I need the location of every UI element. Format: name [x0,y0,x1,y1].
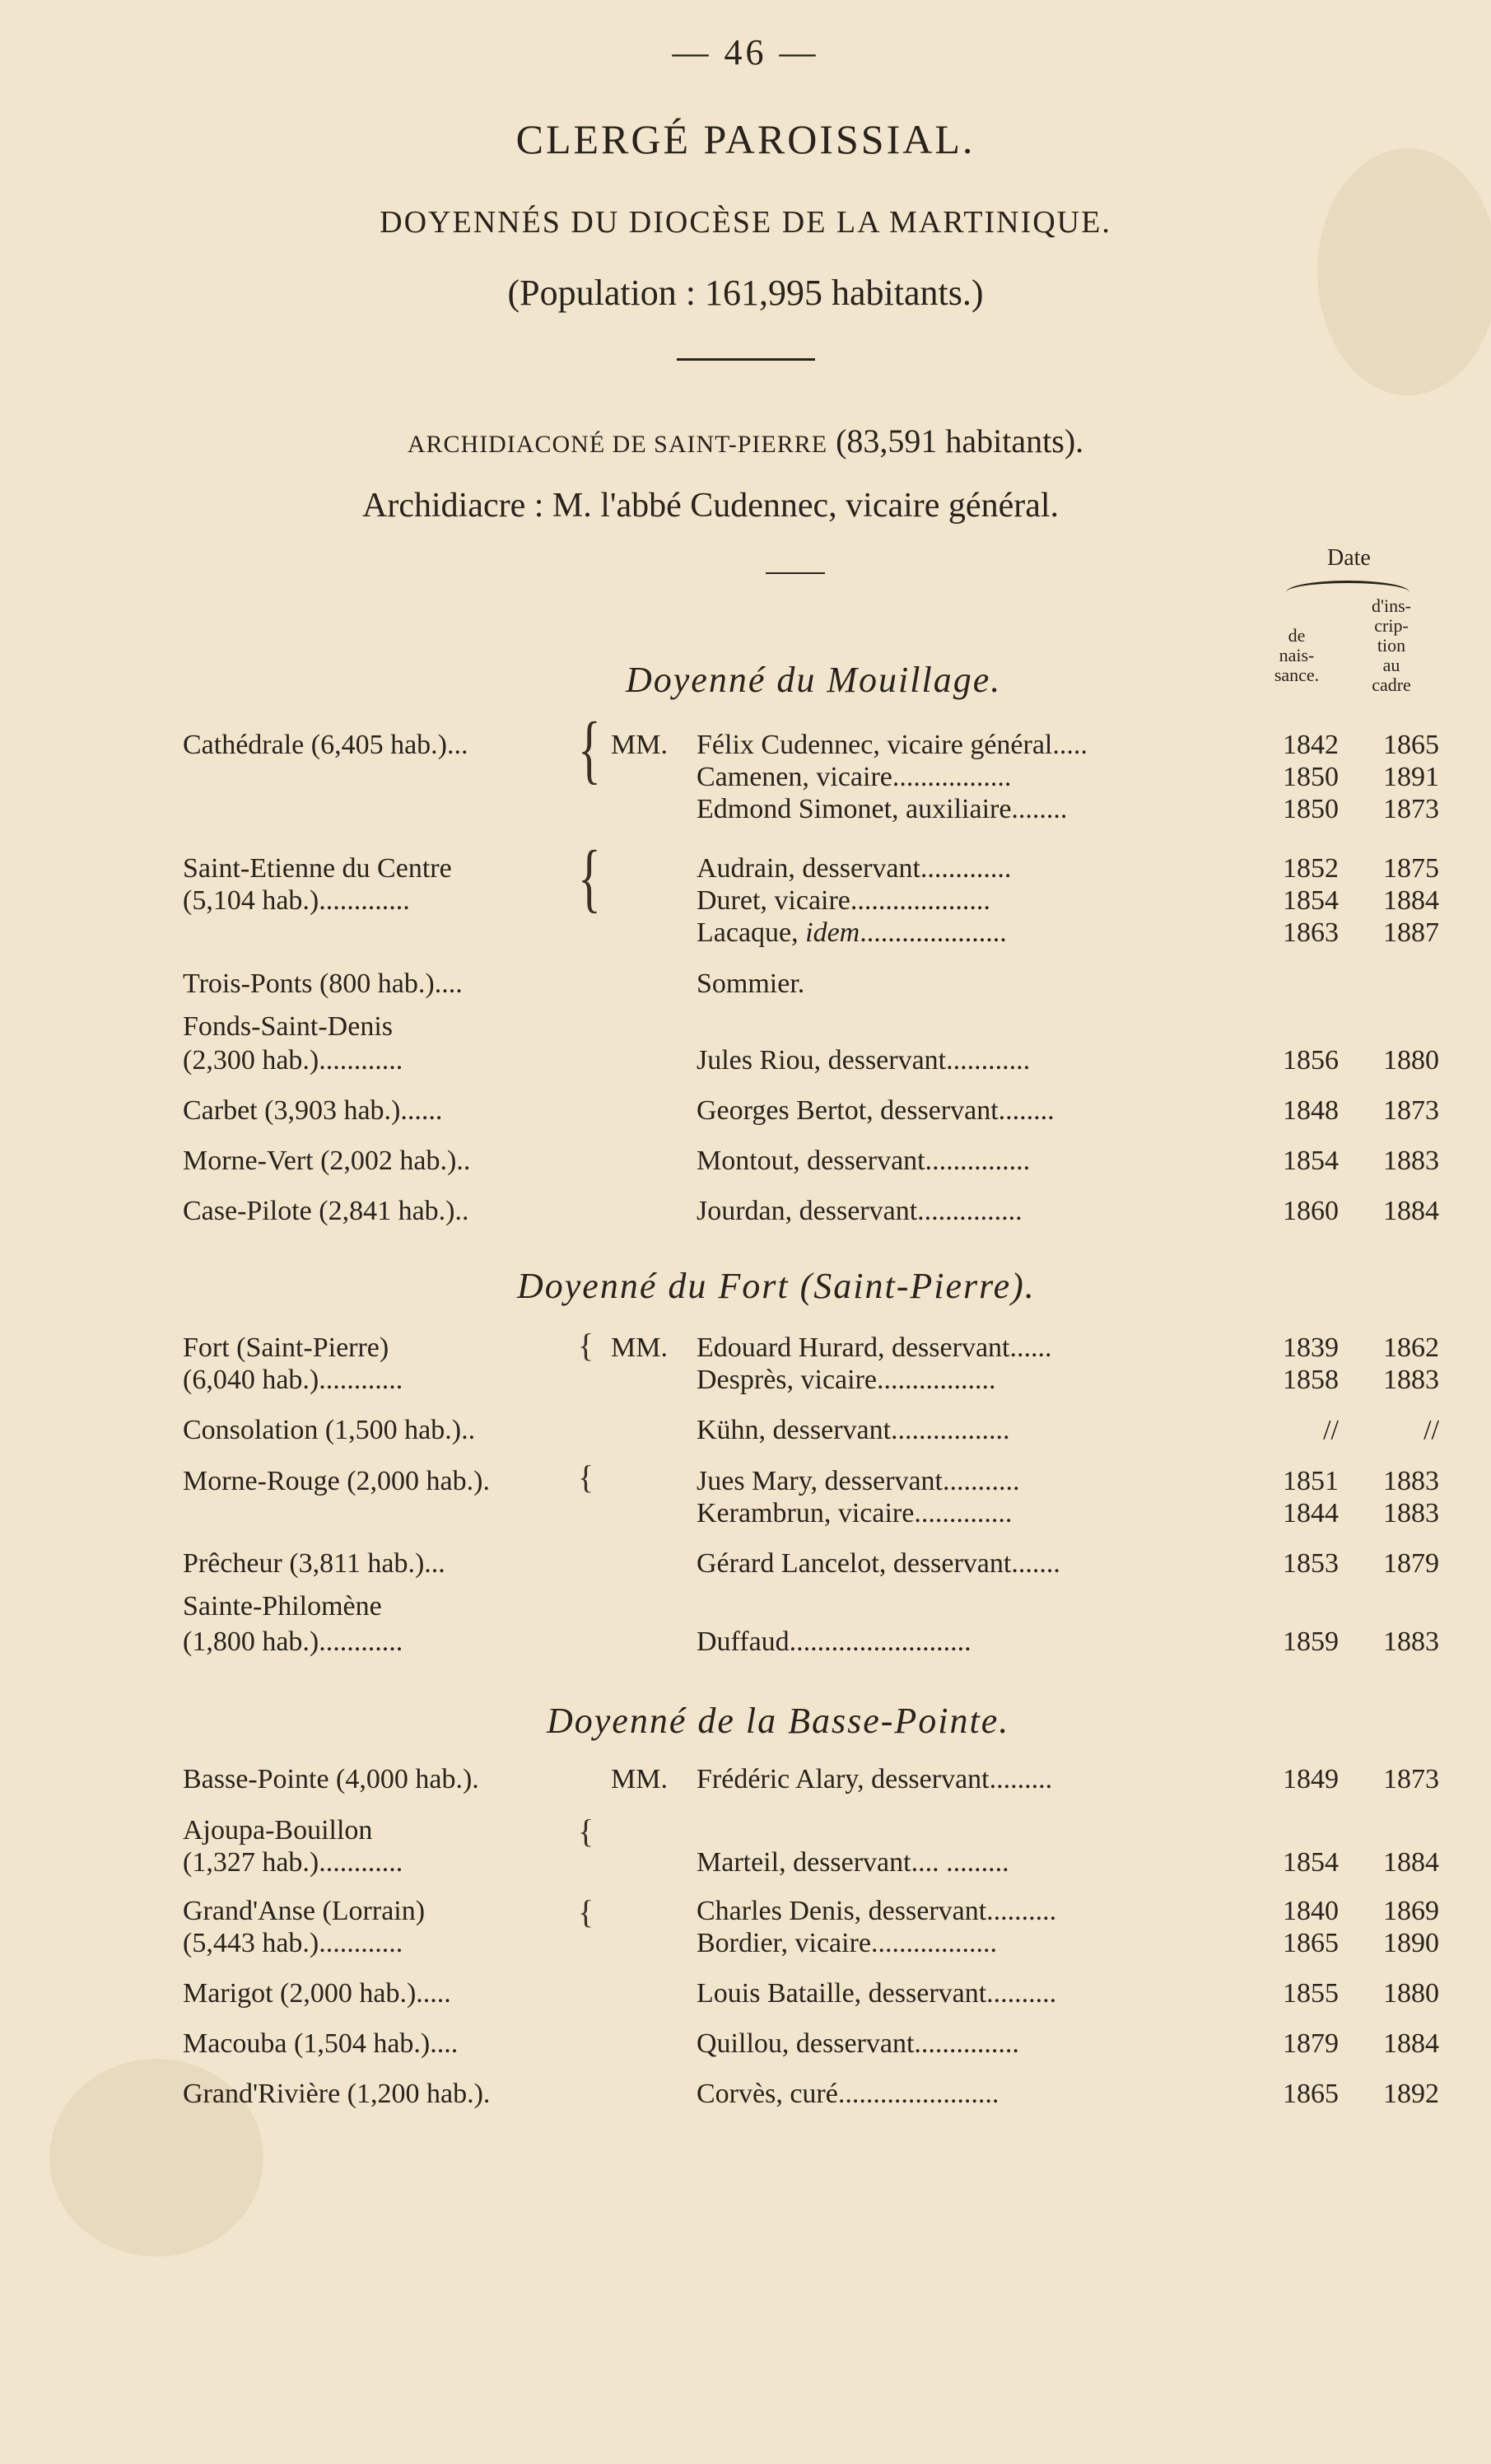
archdeaconry-label: ARCHIDIACONÉ DE SAINT-PIERRE [407,431,828,458]
cadre-year-cell: 1884 [1383,1196,1439,1226]
honorific-cell: MM. [611,730,668,760]
cadre-year-cell: 1884 [1383,1847,1439,1878]
birth-year-cell: 1852 [1283,853,1339,884]
birth-year-cell: 1851 [1283,1466,1339,1496]
clergy-name-cell: Kühn, desservant................. [697,1415,1010,1445]
clergy-name-cell: Edouard Hurard, desservant...... [697,1332,1052,1363]
parish-cell: Consolation (1,500 hab.).. [183,1415,476,1445]
cadre-year-cell: 1892 [1383,2079,1439,2109]
birth-year-cell: 1856 [1283,1045,1339,1076]
header-word: cadre [1372,674,1411,695]
deanery-title: Doyenné du Fort (Saint-Pierre). [517,1266,1036,1306]
header-word: d'ins- [1372,595,1411,616]
cadre-year-cell: 1865 [1383,730,1439,760]
cadre-year-cell: 1862 [1383,1332,1439,1363]
parish-cell: Cathédrale (6,405 hab.)... [183,730,468,760]
header-word: au [1382,655,1400,675]
parish-cell: Saint-Etienne du Centre [183,853,452,884]
cadre-year-cell: 1883 [1383,1365,1439,1395]
population-line: (Population : 161,995 habitants.) [507,273,984,313]
parish-cell: (5,104 hab.)............. [183,885,410,916]
clergy-name-cell: Frédéric Alary, desservant......... [697,1764,1053,1794]
cadre-year-cell: 1887 [1383,917,1439,948]
deanery-title: Doyenné de la Basse-Pointe. [547,1701,1010,1741]
parish-cell: Trois-Ponts (800 hab.).... [183,968,463,999]
header-word: sance. [1274,665,1320,685]
clergy-name-cell: Félix Cudennec, vicaire général..... [697,730,1088,760]
cadre-year-cell: 1884 [1383,885,1439,916]
deanery-title: Doyenné du Mouillage. [626,660,1002,700]
honorific-cell: MM. [611,1764,668,1794]
clergy-name-cell: Louis Bataille, desservant.......... [697,1978,1057,2009]
honorific-cell: MM. [611,1332,668,1363]
column-header-brace [1286,581,1409,595]
clergy-name-cell: Georges Bertot, desservant........ [697,1095,1055,1126]
clergy-name-cell: Jules Riou, desservant............ [697,1045,1031,1076]
clergy-name-cell: Camenen, vicaire................. [697,762,1012,792]
parish-cell: Fort (Saint-Pierre) [183,1332,389,1363]
parish-cell: Prêcheur (3,811 hab.)... [183,1548,445,1579]
parish-cell: (2,300 hab.)............ [183,1045,403,1076]
parish-cell: Morne-Rouge (2,000 hab.). [183,1466,490,1496]
header-word: nais- [1279,645,1315,665]
cadre-year-cell: 1869 [1383,1896,1439,1926]
cadre-year-cell: 1883 [1383,1498,1439,1528]
birth-year-cell: 1849 [1283,1764,1339,1794]
brace-glyph: { [578,1458,594,1496]
birth-year-cell: // [1323,1415,1339,1445]
parish-cell: Sainte-Philomène [183,1591,382,1622]
birth-year-cell: 1879 [1283,2028,1339,2059]
clergy-name-cell: Charles Denis, desservant.......... [697,1896,1057,1926]
parish-cell: (5,443 hab.)............ [183,1928,403,1958]
parish-cell: Marigot (2,000 hab.)..... [183,1978,451,2009]
parish-cell: Grand'Anse (Lorrain) [183,1896,426,1926]
birth-year-cell: 1854 [1283,885,1339,916]
clergy-name-cell: Jues Mary, desservant........... [697,1466,1020,1496]
birth-year-cell: 1859 [1283,1626,1339,1657]
birth-year-cell: 1850 [1283,762,1339,792]
divider-rule [677,358,815,361]
parish-cell: Case-Pilote (2,841 hab.).. [183,1196,469,1226]
header-word: tion [1377,635,1406,656]
clergy-name-cell: Bordier, vicaire.................. [697,1928,997,1958]
birth-year-cell: 1850 [1283,794,1339,824]
birth-year-cell: 1855 [1283,1978,1339,2009]
parish-cell: (6,040 hab.)............ [183,1365,403,1395]
cadre-year-cell: 1875 [1383,853,1439,884]
parish-cell: Fonds-Saint-Denis [183,1011,393,1042]
column-header-date: Date [1327,545,1371,571]
birth-year-cell: 1860 [1283,1196,1339,1226]
birth-year-cell: 1863 [1283,917,1339,948]
clergy-name-cell: Montout, desservant............... [697,1146,1031,1176]
page-number: — 46 — [672,32,819,72]
brace-glyph: { [578,706,601,792]
brace-glyph: { [578,1327,594,1364]
brace-glyph: { [578,834,601,921]
cadre-year-cell: // [1423,1415,1439,1445]
clergy-name-cell: Sommier. [697,968,805,999]
birth-year-cell: 1840 [1283,1896,1339,1926]
birth-year-cell: 1865 [1283,2079,1339,2109]
page-title: CLERGÉ PAROISSIAL. [515,116,976,162]
archdeaconry-population: (83,591 habitants). [836,422,1084,460]
cadre-year-cell: 1883 [1383,1626,1439,1657]
cadre-year-cell: 1873 [1383,1095,1439,1126]
header-word: de [1288,625,1306,646]
clergy-name-cell: Kerambrun, vicaire.............. [697,1498,1013,1528]
birth-year-cell: 1858 [1283,1365,1339,1395]
parish-cell: Ajoupa-Bouillon [183,1815,373,1846]
cadre-year-cell: 1873 [1383,1764,1439,1794]
cadre-year-cell: 1890 [1383,1928,1439,1958]
cadre-year-cell: 1879 [1383,1548,1439,1579]
cadre-year-cell: 1884 [1383,2028,1439,2059]
cadre-year-cell: 1883 [1383,1466,1439,1496]
clergy-name-cell: Audrain, desservant............. [697,853,1012,884]
archdeacon-line: Archidiacre : M. l'abbé Cudennec, vicaire général. [362,487,1060,525]
column-header-birth [1264,626,1330,685]
cadre-year-cell: 1873 [1383,794,1439,824]
parish-cell: (1,800 hab.)............ [183,1626,403,1657]
cadre-year-cell: 1883 [1383,1146,1439,1176]
parish-cell: Grand'Rivière (1,200 hab.). [183,2079,491,2109]
short-dash [766,572,825,574]
brace-glyph: { [578,1813,594,1850]
cadre-year-cell: 1880 [1383,1045,1439,1076]
birth-year-cell: 1853 [1283,1548,1339,1579]
parish-cell: Macouba (1,504 hab.).... [183,2028,459,2059]
parish-cell: Carbet (3,903 hab.)...... [183,1095,443,1126]
parish-cell: (1,327 hab.)............ [183,1847,403,1878]
parish-cell: Basse-Pointe (4,000 hab.). [183,1764,479,1794]
cadre-year-cell: 1891 [1383,762,1439,792]
clergy-name-cell: Desprès, vicaire................. [697,1365,996,1395]
clergy-name-cell: Corvès, curé....................... [697,2079,999,2109]
cadre-year-cell: 1880 [1383,1978,1439,2009]
clergy-name-cell: Gérard Lancelot, desservant....... [697,1548,1060,1579]
birth-year-cell: 1848 [1283,1095,1339,1126]
archdeaconry-heading [0,422,1491,460]
birth-year-cell: 1865 [1283,1928,1339,1958]
clergy-name-cell: Edmond Simonet, auxiliaire........ [697,794,1068,824]
clergy-name-cell: Duret, vicaire.................... [697,885,990,916]
parish-cell: Morne-Vert (2,002 hab.).. [183,1146,471,1176]
header-word: crip- [1374,615,1409,636]
clergy-name-cell: Lacaque, idem..................... [697,917,1007,948]
clergy-name-cell: Jourdan, desservant............... [697,1196,1023,1226]
birth-year-cell: 1842 [1283,730,1339,760]
clergy-name-cell: Duffaud.......................... [697,1626,971,1657]
brace-glyph: { [578,1893,594,1930]
birth-year-cell: 1854 [1283,1847,1339,1878]
birth-year-cell: 1844 [1283,1498,1339,1528]
birth-year-cell: 1854 [1283,1146,1339,1176]
clergy-name-cell: Marteil, desservant.... ......... [697,1847,1009,1878]
clergy-name-cell: Quillou, desservant............... [697,2028,1019,2059]
page-subtitle: DOYENNÉS DU DIOCÈSE DE LA MARTINIQUE. [380,205,1111,240]
column-header-cadre [1358,596,1424,695]
birth-year-cell: 1839 [1283,1332,1339,1363]
